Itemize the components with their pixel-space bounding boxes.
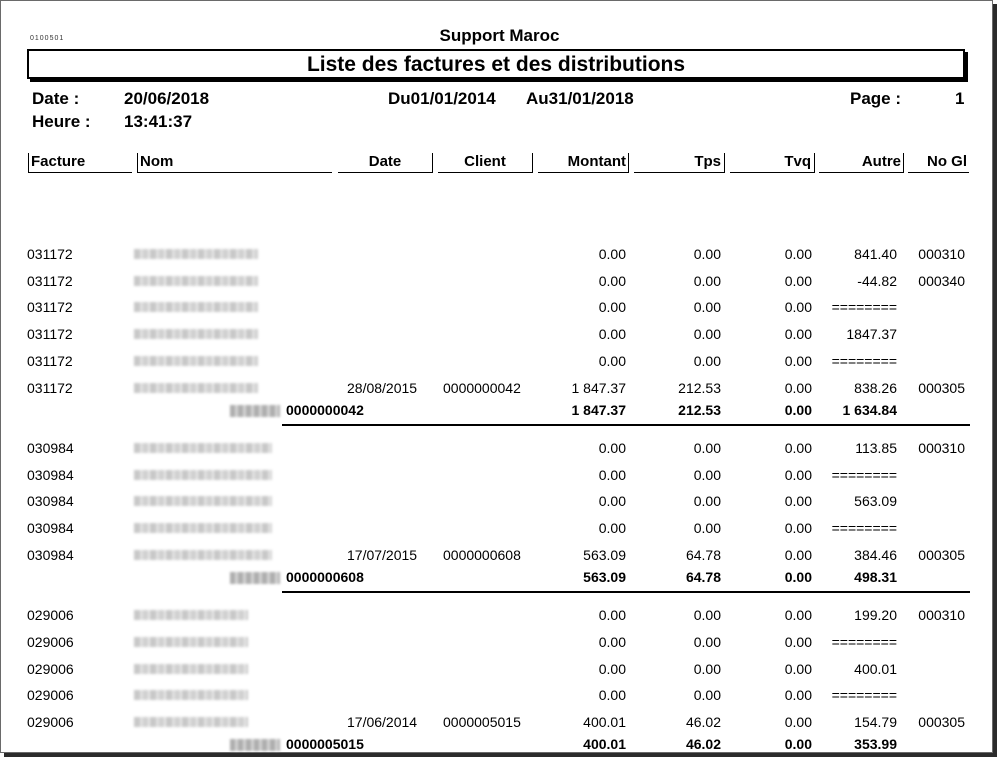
cell-montant: 0.00 [598, 607, 626, 623]
date-value: 20/06/2018 [124, 89, 210, 108]
redacted-name [134, 276, 258, 286]
cell-date: 17/06/2014 [347, 714, 418, 730]
table-row [0, 326, 999, 344]
cell-autre: 1847.37 [846, 326, 897, 342]
cell-no-gl: 000310 [918, 607, 965, 623]
report-title: Liste des factures et des distributions [27, 49, 965, 79]
cell-tvq: 0.00 [784, 661, 812, 677]
redacted-name [134, 356, 258, 366]
cell-facture: 030984 [27, 547, 74, 563]
company-name: Support Maroc [439, 26, 560, 45]
cell-tps: 0.00 [693, 440, 721, 456]
cell-montant: 0.00 [598, 326, 626, 342]
cell-tvq: 0.00 [784, 353, 812, 369]
report-code: 0100501 [30, 35, 65, 42]
col-facture: Facture [28, 153, 132, 173]
cell-facture: 030984 [27, 520, 74, 536]
cell-autre: ======== [831, 520, 897, 536]
cell-tps: 212.53 [678, 380, 721, 396]
cell-tps: 0.00 [693, 246, 721, 262]
total-tps: 64.78 [685, 569, 721, 585]
cell-date: 17/07/2015 [347, 547, 418, 563]
redacted-name [134, 690, 248, 700]
redacted-name [134, 496, 272, 506]
cell-facture: 031172 [27, 299, 73, 315]
redacted-total-label [230, 405, 280, 417]
cell-autre: ======== [831, 634, 897, 650]
cell-no-gl: 000305 [918, 380, 965, 396]
cell-facture: 029006 [27, 687, 74, 703]
cell-tps: 0.00 [693, 634, 721, 650]
redacted-name [134, 637, 248, 647]
cell-facture: 029006 [27, 634, 74, 650]
cell-tvq: 0.00 [784, 246, 812, 262]
cell-tps: 64.78 [685, 547, 721, 563]
redacted-name [134, 610, 248, 620]
cell-tvq: 0.00 [784, 714, 812, 730]
period-to: Au31/01/2018 [526, 89, 634, 108]
cell-montant: 563.09 [583, 547, 626, 563]
cell-tps: 0.00 [693, 493, 721, 509]
cell-autre: 113.85 [855, 440, 897, 456]
redacted-name [134, 443, 272, 453]
cell-facture: 031172 [27, 273, 73, 289]
cell-no-gl: 000310 [918, 440, 965, 456]
cell-montant: 0.00 [598, 440, 626, 456]
total-tps: 46.02 [685, 736, 721, 752]
cell-autre: ======== [831, 353, 897, 369]
table-row [0, 520, 999, 538]
total-montant: 400.01 [583, 736, 626, 752]
cell-facture: 030984 [27, 467, 74, 483]
cell-autre: 384.46 [854, 547, 897, 563]
cell-tps: 0.00 [693, 299, 721, 315]
total-tps: 212.53 [678, 402, 721, 418]
table-row [0, 661, 999, 679]
cell-montant: 0.00 [598, 520, 626, 536]
cell-date: 28/08/2015 [347, 380, 418, 396]
redacted-name [134, 717, 248, 727]
page-label: Page : [850, 89, 902, 108]
redacted-total-label [230, 739, 280, 751]
cell-montant: 0.00 [598, 353, 626, 369]
cell-facture: 029006 [27, 661, 74, 677]
redacted-name [134, 523, 272, 533]
cell-tvq: 0.00 [784, 607, 812, 623]
cell-autre: ======== [831, 299, 897, 315]
col-tps: Tps [634, 153, 725, 173]
cell-autre: 400.01 [854, 661, 897, 677]
table-row [0, 467, 999, 485]
cell-client: 0000000042 [443, 380, 521, 396]
cell-tps: 0.00 [693, 661, 721, 677]
time-value: 13:41:37 [124, 112, 193, 131]
redacted-name [134, 249, 258, 259]
total-row [0, 736, 999, 754]
redacted-name [134, 302, 258, 312]
table-row [0, 246, 999, 264]
total-client: 0000000042 [286, 402, 364, 418]
cell-tps: 0.00 [693, 273, 721, 289]
total-row [0, 569, 999, 587]
cell-no-gl: 000305 [918, 714, 965, 730]
cell-autre: ======== [831, 687, 897, 703]
col-tvq: Tvq [730, 153, 815, 173]
table-row [0, 547, 999, 565]
col-autre: Autre [819, 153, 904, 173]
cell-tvq: 0.00 [784, 299, 812, 315]
table-row [0, 273, 999, 291]
redacted-name [134, 664, 248, 674]
total-montant: 1 847.37 [571, 402, 626, 418]
cell-tvq: 0.00 [784, 493, 812, 509]
cell-montant: 0.00 [598, 661, 626, 677]
cell-no-gl: 000340 [918, 273, 965, 289]
table-row [0, 440, 999, 458]
cell-tps: 46.02 [685, 714, 721, 730]
cell-tps: 0.00 [693, 607, 721, 623]
cell-no-gl: 000305 [918, 547, 965, 563]
cell-client: 0000005015 [443, 714, 521, 730]
cell-facture: 031172 [27, 246, 73, 262]
cell-facture: 029006 [27, 607, 74, 623]
redacted-name [134, 383, 258, 393]
cell-facture: 030984 [27, 440, 74, 456]
table-row [0, 714, 999, 732]
cell-tvq: 0.00 [784, 380, 812, 396]
total-autre: 1 634.84 [842, 402, 897, 418]
cell-autre: 841.40 [854, 246, 897, 262]
cell-tvq: 0.00 [784, 326, 812, 342]
cell-autre: 563.09 [854, 493, 897, 509]
cell-montant: 1 847.37 [571, 380, 626, 396]
table-row [0, 299, 999, 317]
group-separator [282, 591, 970, 593]
cell-autre: 199.20 [854, 607, 897, 623]
cell-montant: 0.00 [598, 687, 626, 703]
cell-montant: 0.00 [598, 493, 626, 509]
col-date: Date [338, 153, 433, 173]
table-row [0, 493, 999, 511]
cell-tps: 0.00 [693, 520, 721, 536]
total-tvq: 0.00 [784, 736, 812, 752]
redacted-name [134, 550, 272, 560]
cell-montant: 400.01 [583, 714, 626, 730]
cell-tvq: 0.00 [784, 273, 812, 289]
cell-tvq: 0.00 [784, 687, 812, 703]
cell-tvq: 0.00 [784, 520, 812, 536]
total-row [0, 402, 999, 420]
page-number: 1 [955, 89, 965, 108]
cell-facture: 029006 [27, 714, 74, 730]
cell-autre: -44.82 [857, 273, 897, 289]
cell-tvq: 0.00 [784, 440, 812, 456]
period-from: Du01/01/2014 [388, 89, 496, 108]
redacted-total-label [230, 572, 280, 584]
cell-tvq: 0.00 [784, 634, 812, 650]
group-separator [282, 424, 970, 426]
total-client: 0000005015 [286, 736, 364, 752]
total-montant: 563.09 [583, 569, 626, 585]
cell-tvq: 0.00 [784, 547, 812, 563]
total-tvq: 0.00 [784, 402, 812, 418]
cell-montant: 0.00 [598, 634, 626, 650]
col-no-gl: No Gl [908, 153, 969, 173]
cell-tvq: 0.00 [784, 467, 812, 483]
cell-facture: 031172 [27, 353, 73, 369]
total-autre: 498.31 [854, 569, 897, 585]
date-label: Date : [32, 89, 80, 108]
cell-tps: 0.00 [693, 353, 721, 369]
col-client: Client [438, 153, 533, 173]
col-nom: Nom [137, 153, 332, 173]
cell-tps: 0.00 [693, 467, 721, 483]
cell-tps: 0.00 [693, 326, 721, 342]
table-row [0, 687, 999, 705]
cell-montant: 0.00 [598, 246, 626, 262]
cell-facture: 031172 [27, 326, 73, 342]
cell-autre: ======== [831, 467, 897, 483]
table-row [0, 634, 999, 652]
cell-autre: 154.79 [854, 714, 897, 730]
cell-montant: 0.00 [598, 467, 626, 483]
table-row [0, 380, 999, 398]
total-client: 0000000608 [286, 569, 364, 585]
total-autre: 353.99 [854, 736, 897, 752]
cell-facture: 031172 [27, 380, 73, 396]
cell-montant: 0.00 [598, 273, 626, 289]
cell-autre: 838.26 [854, 380, 897, 396]
col-montant: Montant [538, 153, 629, 173]
time-label: Heure : [32, 112, 91, 131]
redacted-name [134, 329, 258, 339]
cell-no-gl: 000310 [918, 246, 965, 262]
total-tvq: 0.00 [784, 569, 812, 585]
cell-facture: 030984 [27, 493, 74, 509]
redacted-name [134, 470, 272, 480]
cell-tps: 0.00 [693, 687, 721, 703]
cell-montant: 0.00 [598, 299, 626, 315]
table-row [0, 353, 999, 371]
cell-client: 0000000608 [443, 547, 521, 563]
table-row [0, 607, 999, 625]
